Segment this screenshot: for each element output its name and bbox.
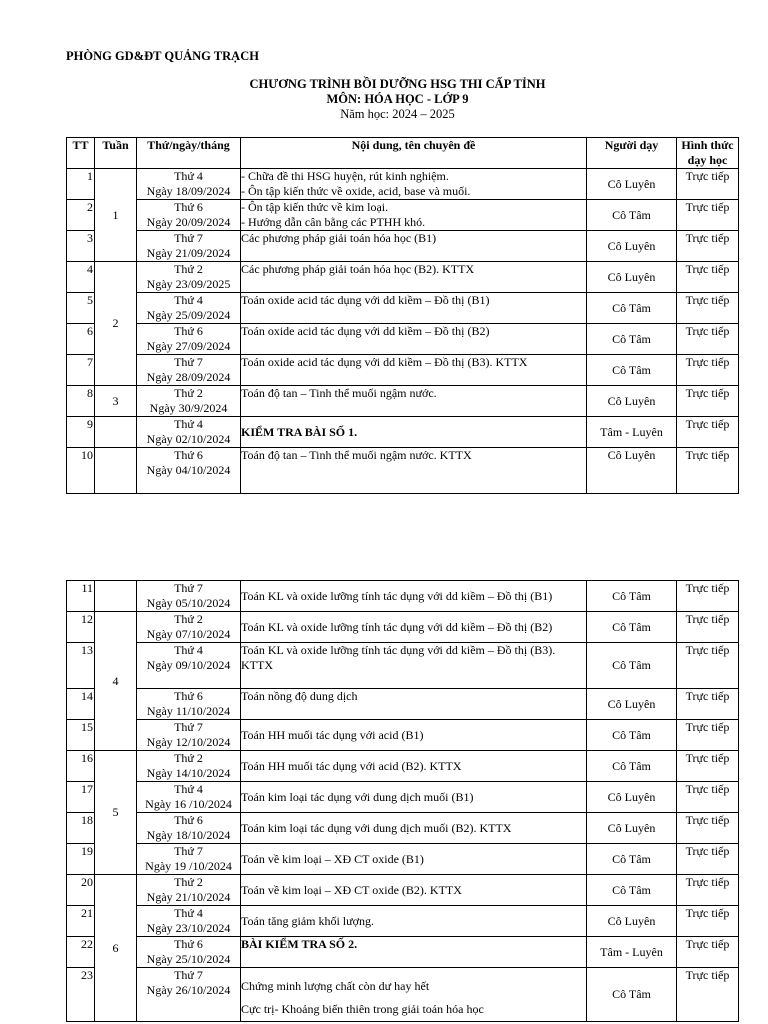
weekday: Thứ 4 — [174, 782, 203, 796]
teacher-cell: Cô Tâm — [587, 324, 677, 355]
date-cell — [137, 355, 241, 386]
weekday: Thứ 6 — [174, 448, 203, 462]
content-cell — [241, 293, 587, 324]
weekday: Thứ 4 — [174, 169, 203, 183]
content-cell — [241, 448, 587, 494]
content-line: - Ôn tập kiến thức về kim loại. — [241, 200, 389, 214]
teacher-cell: Cô Tâm — [587, 844, 677, 875]
content-cell — [241, 844, 587, 875]
date: Ngày 21/09/2024 — [146, 246, 231, 260]
row-number: 7 — [67, 355, 95, 386]
teacher-cell: Cô Luyên — [587, 386, 677, 417]
date-cell — [137, 200, 241, 231]
teaching-form-cell: Trực tiếp — [677, 200, 739, 231]
teaching-form-cell: Trực tiếp — [677, 448, 739, 494]
table-row — [67, 200, 739, 231]
teaching-form-cell: Trực tiếp — [677, 751, 739, 782]
date: Ngày 09/10/2024 — [146, 658, 231, 672]
content-line: Toán tăng giảm khối lượng. — [241, 913, 374, 928]
content-line: KIỂM TRA BÀI SỐ 1. — [241, 424, 358, 439]
program-title: CHƯƠNG TRÌNH BỒI DƯỠNG HSG THI CẤP TỈNH — [249, 77, 546, 91]
weekday: Thứ 2 — [174, 875, 203, 889]
date-cell — [137, 782, 241, 813]
teaching-form-cell: Trực tiếp — [677, 262, 739, 293]
date: Ngày 25/09/2024 — [146, 308, 231, 322]
teaching-form-cell: Trực tiếp — [677, 844, 739, 875]
teacher-cell: Cô Luyên — [587, 231, 677, 262]
date-cell — [137, 581, 241, 612]
date-cell — [137, 417, 241, 448]
date-cell — [137, 689, 241, 720]
row-number: 2 — [67, 200, 95, 231]
row-number: 10 — [67, 448, 95, 494]
row-number: 20 — [67, 875, 95, 906]
teaching-form-cell: Trực tiếp — [677, 324, 739, 355]
date-cell — [137, 813, 241, 844]
table-row — [67, 906, 739, 937]
table-header-row — [67, 138, 739, 169]
date: Ngày 18/10/2024 — [146, 828, 231, 842]
school-year: Năm học: 2024 – 2025 — [340, 107, 455, 121]
table-row — [67, 231, 739, 262]
date-cell — [137, 612, 241, 643]
weekday: Thứ 7 — [174, 355, 203, 369]
week-cell-empty — [95, 417, 137, 448]
weekday: Thứ 7 — [174, 720, 203, 734]
table-row — [67, 643, 739, 689]
week-number: 6 — [95, 875, 137, 1022]
column-header: Thứ/ngày/tháng — [137, 138, 241, 169]
teacher-cell: Cô Tâm — [587, 875, 677, 906]
teaching-form-cell: Trực tiếp — [677, 813, 739, 844]
content-line: Các phương pháp giải toán hóa học (B2). KTTX — [241, 262, 475, 276]
row-number: 23 — [67, 968, 95, 1022]
content-line: Toán độ tan – Tinh thể muối ngậm nước. — [241, 386, 437, 400]
teaching-form-cell: Trực tiếp — [677, 875, 739, 906]
content-line: Toán kim loại tác dụng với dung dịch muối (B1) — [241, 789, 474, 804]
weekday: Thứ 6 — [174, 200, 203, 214]
table-row — [67, 720, 739, 751]
teaching-form-cell: Trực tiếp — [677, 720, 739, 751]
teaching-form-cell: Trực tiếp — [677, 643, 739, 689]
date: Ngày 23/10/2024 — [146, 921, 231, 935]
content-line: Toán độ tan – Tinh thể muối ngậm nước. KTTX — [241, 448, 472, 462]
weekday: Thứ 7 — [174, 581, 203, 595]
date-cell — [137, 643, 241, 689]
teacher-cell: Cô Luyên — [587, 262, 677, 293]
table-row — [67, 581, 739, 612]
content-cell — [241, 875, 587, 906]
row-number: 4 — [67, 262, 95, 293]
content-cell — [241, 262, 587, 293]
date-cell — [137, 875, 241, 906]
date: Ngày 20/09/2024 — [146, 215, 231, 229]
content-line: Toán KL và oxide lưỡng tính tác dụng với dd kiềm – Đồ thị (B3). — [241, 643, 556, 657]
teaching-form-cell: Trực tiếp — [677, 417, 739, 448]
content-cell — [241, 200, 587, 231]
date: Ngày 14/10/2024 — [146, 766, 231, 780]
date: Ngày 25/10/2024 — [146, 952, 231, 966]
date-cell — [137, 386, 241, 417]
content-cell — [241, 581, 587, 612]
table-row — [67, 262, 739, 293]
weekday: Thứ 4 — [174, 643, 203, 657]
date: Ngày 18/09/2024 — [146, 184, 231, 198]
row-number: 19 — [67, 844, 95, 875]
weekday: Thứ 2 — [174, 612, 203, 626]
weekday: Thứ 6 — [174, 937, 203, 951]
content-line: - Chữa đề thi HSG huyện, rút kinh nghiệm. — [241, 169, 449, 183]
teacher-cell: Tâm - Luyên — [587, 937, 677, 968]
content-cell — [241, 386, 587, 417]
teacher-cell: Tâm - Luyên — [587, 417, 677, 448]
teaching-form-cell: Trực tiếp — [677, 968, 739, 1022]
teaching-form-cell: Trực tiếp — [677, 386, 739, 417]
table-row — [67, 293, 739, 324]
content-cell — [241, 643, 587, 689]
week-number: 2 — [95, 262, 137, 386]
column-header: Hình thức dạy học — [677, 138, 739, 169]
subject-title: MÔN: HÓA HỌC - LỚP 9 — [326, 92, 469, 106]
date: Ngày 27/09/2024 — [146, 339, 231, 353]
table-row — [67, 751, 739, 782]
content-cell — [241, 720, 587, 751]
weekday: Thứ 4 — [174, 906, 203, 920]
date-cell — [137, 844, 241, 875]
table-row — [67, 612, 739, 643]
row-number: 1 — [67, 169, 95, 200]
content-line: Toán KL và oxide lưỡng tính tác dụng với dd kiềm – Đồ thị (B2) — [241, 619, 553, 634]
department-name: PHÒNG GD&ĐT QUẢNG TRẠCH — [66, 49, 259, 63]
content-cell — [241, 813, 587, 844]
week-cell-empty — [95, 448, 137, 494]
weekday: Thứ 2 — [174, 386, 203, 400]
column-header: Tuần — [95, 138, 137, 169]
content-cell — [241, 417, 587, 448]
table-row — [67, 448, 739, 494]
teaching-form-cell: Trực tiếp — [677, 782, 739, 813]
week-number: 1 — [95, 169, 137, 262]
date: Ngày 02/10/2024 — [146, 432, 231, 446]
teacher-cell: Cô Luyên — [587, 689, 677, 720]
date: Ngày 07/10/2024 — [146, 627, 231, 641]
row-number: 17 — [67, 782, 95, 813]
week-number: 3 — [95, 386, 137, 417]
row-number: 9 — [67, 417, 95, 448]
teacher-cell: Cô Tâm — [587, 751, 677, 782]
teacher-cell: Cô Tâm — [587, 355, 677, 386]
table-row — [67, 324, 739, 355]
table-row — [67, 844, 739, 875]
content-line: Toán HH muối tác dụng với acid (B2). KTTX — [241, 758, 462, 773]
date: Ngày 21/10/2024 — [146, 890, 231, 904]
row-number: 15 — [67, 720, 95, 751]
content-cell — [241, 782, 587, 813]
content-line: Toán oxide acid tác dụng với dd kiềm – Đồ thị (B1) — [241, 293, 490, 307]
teaching-form-cell: Trực tiếp — [677, 169, 739, 200]
date-cell — [137, 720, 241, 751]
row-number: 8 — [67, 386, 95, 417]
teacher-cell: Cô Luyên — [587, 782, 677, 813]
weekday: Thứ 6 — [174, 689, 203, 703]
content-cell — [241, 968, 587, 1022]
weekday: Thứ 6 — [174, 813, 203, 827]
date: Ngày 30/9/2024 — [149, 401, 228, 415]
content-line: Toán kim loại tác dụng với dung dịch muối (B2). KTTX — [241, 820, 512, 835]
content-line: - Hướng dẫn cân bằng các PTHH khó. — [241, 215, 426, 229]
teacher-cell: Cô Tâm — [587, 968, 677, 1022]
content-cell — [241, 355, 587, 386]
weekday: Thứ 6 — [174, 324, 203, 338]
date-cell — [137, 448, 241, 494]
date: Ngày 04/10/2024 — [146, 463, 231, 477]
weekday: Thứ 4 — [174, 293, 203, 307]
content-line: Toán về kim loại – XĐ CT oxide (B2). KTTX — [241, 882, 462, 897]
table-row — [67, 386, 739, 417]
date-cell — [137, 293, 241, 324]
date: Ngày 28/09/2024 — [146, 370, 231, 384]
content-line: - Ôn tập kiến thức về oxide, acid, base và muối. — [241, 184, 471, 198]
column-header: Nội dung, tên chuyên đề — [241, 138, 587, 169]
table-row — [67, 875, 739, 906]
teaching-form-cell: Trực tiếp — [677, 231, 739, 262]
schedule-table-part-2 — [66, 580, 739, 1022]
weekday: Thứ 7 — [174, 231, 203, 245]
row-number: 21 — [67, 906, 95, 937]
teacher-cell: Cô Tâm — [587, 720, 677, 751]
table-row — [67, 782, 739, 813]
schedule-table-part-1 — [66, 137, 739, 494]
teaching-form-cell: Trực tiếp — [677, 689, 739, 720]
content-line: KTTX — [241, 658, 273, 672]
content-line: BÀI KIỂM TRA SỐ 2. — [241, 937, 358, 951]
date: Ngày 11/10/2024 — [146, 704, 231, 718]
weekday: Thứ 4 — [174, 417, 203, 431]
teacher-cell: Cô Luyên — [587, 813, 677, 844]
row-number: 3 — [67, 231, 95, 262]
date: Ngày 26/10/2024 — [146, 983, 231, 997]
weekday: Thứ 7 — [174, 968, 203, 982]
weekday: Thứ 7 — [174, 844, 203, 858]
date-cell — [137, 231, 241, 262]
table-row — [67, 813, 739, 844]
teacher-cell: Cô Luyên — [587, 169, 677, 200]
teacher-cell: Cô Tâm — [587, 612, 677, 643]
row-number: 12 — [67, 612, 95, 643]
content-line: Toán về kim loại – XĐ CT oxide (B1) — [241, 851, 424, 866]
date-cell — [137, 937, 241, 968]
teaching-form-cell: Trực tiếp — [677, 612, 739, 643]
date-cell — [137, 751, 241, 782]
week-cell-empty — [95, 581, 137, 612]
column-header: Người dạy — [587, 138, 677, 169]
row-number: 22 — [67, 937, 95, 968]
teaching-form-cell: Trực tiếp — [677, 293, 739, 324]
row-number: 11 — [67, 581, 95, 612]
row-number: 14 — [67, 689, 95, 720]
content-cell — [241, 937, 587, 968]
date-cell — [137, 968, 241, 1022]
teacher-cell: Cô Tâm — [587, 293, 677, 324]
week-number: 5 — [95, 751, 137, 875]
week-number: 4 — [95, 612, 137, 751]
content-line: Toán oxide acid tác dụng với dd kiềm – Đồ thị (B2) — [241, 324, 490, 338]
content-cell — [241, 689, 587, 720]
date: Ngày 05/10/2024 — [146, 596, 231, 610]
teacher-cell: Cô Luyên — [587, 448, 677, 494]
weekday: Thứ 2 — [174, 751, 203, 765]
row-number: 13 — [67, 643, 95, 689]
content-cell — [241, 906, 587, 937]
teacher-cell: Cô Tâm — [587, 643, 677, 689]
date-cell — [137, 169, 241, 200]
date: Ngày 19 /10/2024 — [145, 859, 232, 873]
date: Ngày 23/09/2025 — [146, 277, 231, 291]
teaching-form-cell: Trực tiếp — [677, 581, 739, 612]
content-cell — [241, 612, 587, 643]
content-cell — [241, 751, 587, 782]
content-line: Các phương pháp giải toán hóa học (B1) — [241, 231, 437, 245]
content-line: Toán HH muối tác dụng với acid (B1) — [241, 727, 424, 742]
content-line: Toán KL và oxide lưỡng tính tác dụng với dd kiềm – Đồ thị (B1) — [241, 588, 553, 603]
table-row — [67, 169, 739, 200]
table-row — [67, 417, 739, 448]
content-cell — [241, 324, 587, 355]
row-number: 16 — [67, 751, 95, 782]
column-header: TT — [67, 138, 95, 169]
row-number: 5 — [67, 293, 95, 324]
row-number: 6 — [67, 324, 95, 355]
table-row — [67, 937, 739, 968]
teaching-form-cell: Trực tiếp — [677, 937, 739, 968]
weekday: Thứ 2 — [174, 262, 203, 276]
content-cell — [241, 169, 587, 200]
date-cell — [137, 324, 241, 355]
teaching-form-cell: Trực tiếp — [677, 906, 739, 937]
date-cell — [137, 906, 241, 937]
table-row — [67, 689, 739, 720]
content-line: Cực trị- Khoảng biến thiên trong giải toán hóa học — [241, 1002, 484, 1016]
date-cell — [137, 262, 241, 293]
teacher-cell: Cô Tâm — [587, 200, 677, 231]
teaching-form-cell: Trực tiếp — [677, 355, 739, 386]
date: Ngày 12/10/2024 — [146, 735, 231, 749]
table-row — [67, 355, 739, 386]
content-line: Toán nồng độ dung dịch — [241, 689, 358, 703]
table-row — [67, 968, 739, 1022]
content-line: Toán oxide acid tác dụng với dd kiềm – Đồ thị (B3). KTTX — [241, 355, 528, 369]
content-line: Chứng minh lượng chất còn dư hay hết — [241, 979, 430, 993]
date: Ngày 16 /10/2024 — [145, 797, 232, 811]
teacher-cell: Cô Tâm — [587, 581, 677, 612]
row-number: 18 — [67, 813, 95, 844]
teacher-cell: Cô Luyên — [587, 906, 677, 937]
content-cell — [241, 231, 587, 262]
